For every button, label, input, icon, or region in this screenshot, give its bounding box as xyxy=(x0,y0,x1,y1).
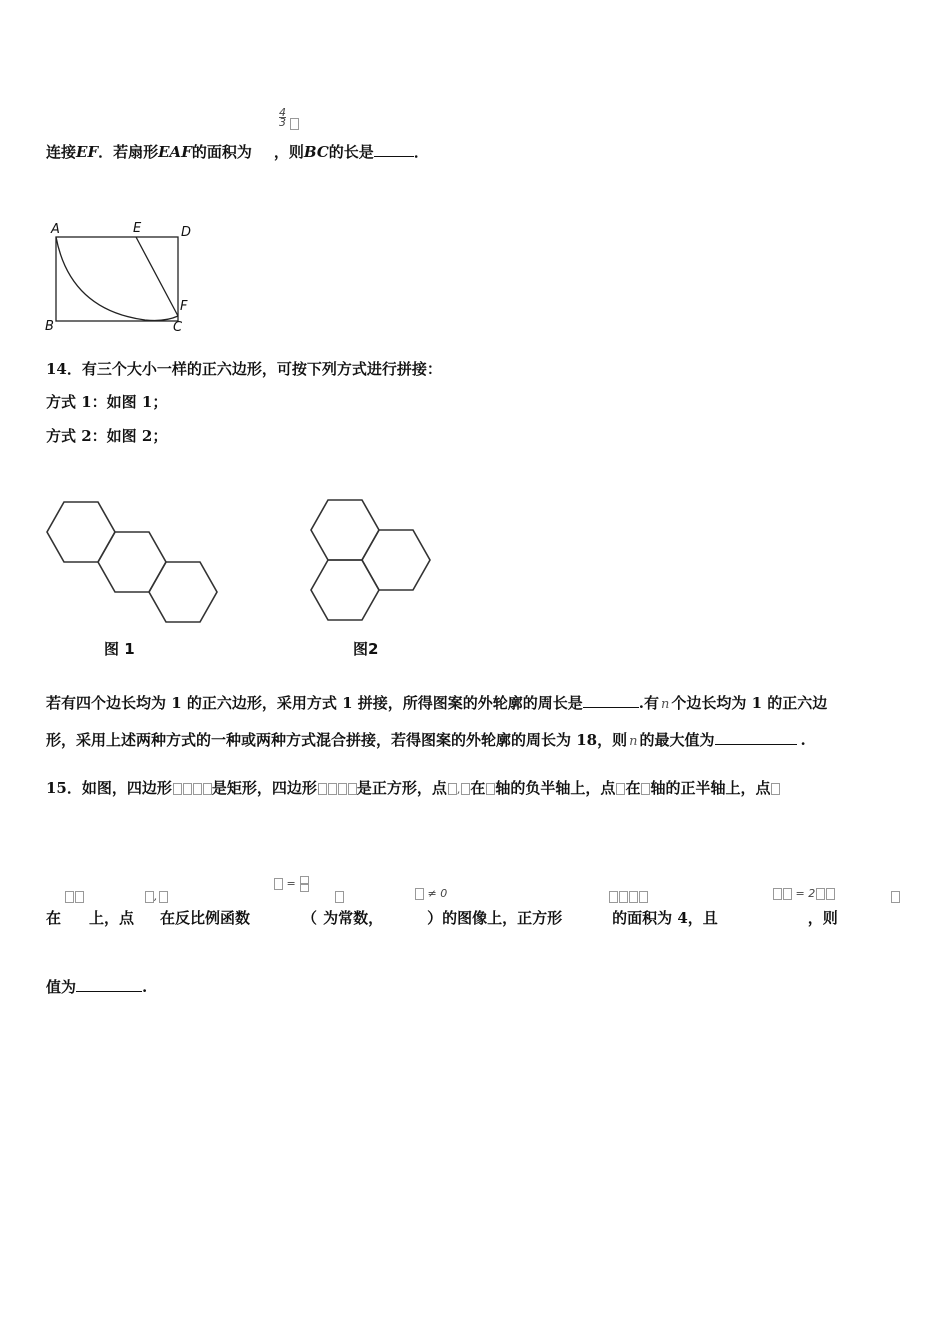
answer-blank[interactable] xyxy=(374,142,414,157)
q14-text: .有 xyxy=(638,694,660,712)
label-f: F xyxy=(180,299,188,314)
q13-text: 连接 xyxy=(46,143,77,161)
q15-text: 在 xyxy=(470,779,486,797)
q15-text: 的面积为 4，且 xyxy=(612,909,718,927)
q15-text: 值为 xyxy=(46,978,77,996)
q15-line-3 xyxy=(46,976,147,997)
q15-text: 在 xyxy=(625,779,641,797)
fraction-numerator: 4 xyxy=(279,106,286,119)
math-k-nonzero: ≠ 0 xyxy=(427,887,448,900)
fraction-four-thirds xyxy=(279,108,286,127)
variable-n: n xyxy=(629,734,638,749)
q15-text: ）的图像上，正方形 xyxy=(427,909,563,927)
q15-line-2 xyxy=(46,907,906,928)
q15-text: 是矩形，四边形 xyxy=(211,779,317,797)
placeholder-glyphs xyxy=(172,779,212,797)
q14-method-2: 方式 2：如图 2； xyxy=(46,427,168,445)
answer-blank[interactable] xyxy=(583,693,639,708)
q13-text: 的面积为 xyxy=(191,143,252,161)
q15-text: ，则 xyxy=(807,909,838,927)
hexagon-figure-2 xyxy=(305,490,445,630)
q14-text: 形，采用上述两种方式的一种或两种方式混合拼接，若得图案的外轮廓的周长为 18，则 xyxy=(46,731,628,749)
variable-n: n xyxy=(661,697,670,712)
placeholder-glyph xyxy=(771,783,780,795)
hexagon xyxy=(362,530,430,590)
q13-text: 的长是 xyxy=(328,143,374,161)
q14-stem: 14．有三个大小一样的正六边形，可按下列方式进行拼接： xyxy=(46,360,442,378)
q14-method-1: 方式 1：如图 1； xyxy=(46,393,168,411)
math-equals: = xyxy=(286,877,300,890)
hexagon xyxy=(98,532,166,592)
placeholder-glyphs xyxy=(317,779,357,797)
label-c: C xyxy=(173,320,183,335)
hexagon xyxy=(47,502,115,562)
hexagon xyxy=(149,562,217,622)
q15-text: 轴的负半轴上，点 xyxy=(495,779,616,797)
q13-answer-line xyxy=(46,141,429,162)
q15-text: 15．如图，四边形 xyxy=(46,779,172,797)
hexagon xyxy=(311,500,379,560)
q13-text: ．若扇形 xyxy=(98,143,159,161)
segment-ef: EF xyxy=(76,143,99,161)
label-a: A xyxy=(51,222,60,237)
label-d: D xyxy=(181,225,192,240)
q13-text: ，则 xyxy=(273,143,304,161)
math-placeholder-row: , = ≠ 0 = 2 xyxy=(0,868,950,898)
q15-text: . xyxy=(142,978,148,996)
q15-text: 在反比例函数 xyxy=(160,909,251,927)
segment-bc: BC xyxy=(303,143,329,161)
q15-text: 在 xyxy=(46,909,62,927)
q14-text: 的最大值为 xyxy=(639,731,715,749)
q13-text: ． xyxy=(413,143,429,161)
q14-text: 个边长均为 1 的正六边 xyxy=(671,694,828,712)
pi-placeholder-glyph xyxy=(289,117,299,130)
sector-eaf: EAF xyxy=(158,143,192,161)
label-e: E xyxy=(133,221,142,236)
q14-text: 若有四个边长均为 1 的正六边形，采用方式 1 拼接，所得图案的外轮廓的周长是 xyxy=(46,694,583,712)
figure-2-caption: 图2 xyxy=(353,640,379,658)
q14-text: . xyxy=(800,731,806,749)
q15-text: 是正方形，点 xyxy=(356,779,447,797)
figure-1-caption: 图 1 xyxy=(104,640,135,658)
q15-text: 为常数， xyxy=(323,909,384,927)
fraction-denominator: 3 xyxy=(279,116,286,129)
answer-blank[interactable] xyxy=(76,977,142,992)
answer-blank[interactable] xyxy=(715,730,797,745)
q15-line-1 xyxy=(46,777,780,798)
q15-text: 上，点 xyxy=(89,909,135,927)
q14-question-line-1 xyxy=(46,692,827,713)
placeholder-glyphs: , xyxy=(447,779,471,797)
hexagon-figure-1 xyxy=(40,495,230,630)
math-eq-2: = 2 xyxy=(795,887,816,900)
q15-text: 轴的正半轴上，点 xyxy=(650,779,771,797)
label-b: B xyxy=(45,319,54,334)
q14-question-line-2 xyxy=(46,729,806,750)
hexagon xyxy=(311,560,379,620)
q15-text: （ xyxy=(302,909,318,927)
